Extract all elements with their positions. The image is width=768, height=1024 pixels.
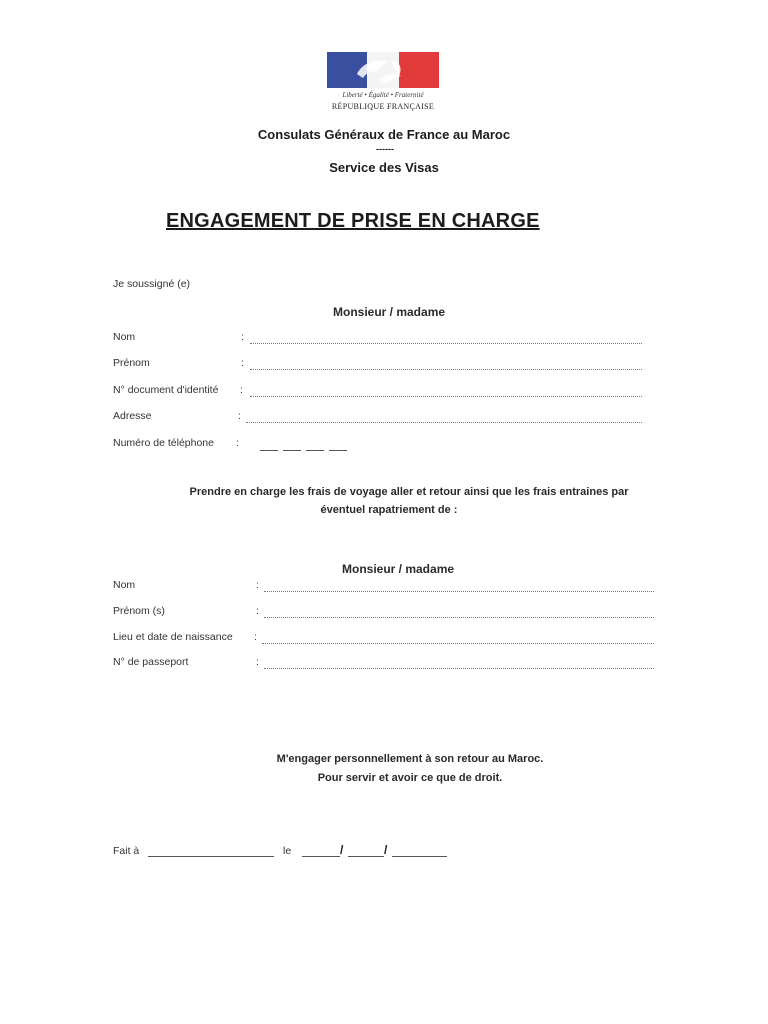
field-label-adresse: Adresse bbox=[113, 410, 152, 422]
fait-label: Fait à bbox=[113, 845, 140, 857]
closing-line-2: Pour servir et avoir ce que de droit. bbox=[317, 772, 503, 784]
field-colon: : bbox=[241, 331, 244, 343]
phone-segment-1[interactable] bbox=[260, 450, 278, 451]
nom-input-line[interactable] bbox=[250, 343, 642, 344]
closing-line-1: M'engager personnellement à son retour au Maroc. bbox=[276, 753, 544, 765]
field-colon: : bbox=[256, 579, 259, 591]
page-title: ENGAGEMENT DE PRISE EN CHARGE bbox=[166, 210, 540, 232]
field-colon: : bbox=[254, 631, 257, 643]
date-slash: / bbox=[384, 843, 388, 857]
field-label-prenom: Prénom bbox=[113, 357, 150, 369]
consulat-heading: Consulats Généraux de France au Maroc bbox=[257, 127, 511, 142]
document-input-line[interactable] bbox=[250, 396, 642, 397]
field-colon: : bbox=[241, 357, 244, 369]
section2-heading: Monsieur / madame bbox=[342, 562, 455, 576]
phone-segment-3[interactable] bbox=[306, 450, 324, 451]
date-slash: / bbox=[340, 843, 344, 857]
field-label-prenoms: Prénom (s) bbox=[113, 605, 165, 617]
naissance-input-line[interactable] bbox=[262, 643, 654, 644]
field-colon: : bbox=[256, 605, 259, 617]
field-colon: : bbox=[238, 410, 241, 422]
le-label: le bbox=[283, 845, 292, 857]
header-separator: ------ bbox=[376, 144, 394, 154]
prenoms-input-line[interactable] bbox=[264, 617, 654, 618]
intro-text: Je soussigné (e) bbox=[113, 278, 191, 290]
section1-heading: Monsieur / madame bbox=[333, 305, 446, 319]
fait-a-input-line[interactable] bbox=[148, 856, 274, 857]
passeport-input-line[interactable] bbox=[264, 668, 654, 669]
field-colon: : bbox=[256, 656, 259, 668]
day-input-line[interactable] bbox=[302, 856, 340, 857]
field-colon: : bbox=[240, 384, 243, 396]
middle-line-1: Prendre en charge les frais de voyage aller et retour ainsi que les frais entraines par bbox=[189, 486, 629, 498]
marianne-icon bbox=[349, 54, 411, 86]
motto-text: Liberté • Égalité • Fraternité bbox=[342, 91, 424, 99]
republic-logo bbox=[327, 52, 439, 112]
field-label-passeport: N° de passeport bbox=[113, 656, 189, 668]
adresse-input-line[interactable] bbox=[246, 422, 642, 423]
month-input-line[interactable] bbox=[348, 856, 384, 857]
field-label-nom: Nom bbox=[113, 331, 136, 343]
field-label-naissance: Lieu et date de naissance bbox=[113, 631, 233, 643]
republique-text: RÉPUBLIQUE FRANÇAISE bbox=[331, 102, 435, 111]
field-label-telephone: Numéro de téléphone bbox=[113, 437, 214, 449]
service-heading: Service des Visas bbox=[329, 160, 439, 175]
field-colon: : bbox=[236, 437, 239, 449]
phone-segment-4[interactable] bbox=[329, 450, 347, 451]
middle-line-2: éventuel rapatriement de : bbox=[320, 504, 458, 516]
phone-segment-2[interactable] bbox=[283, 450, 301, 451]
prenom-input-line[interactable] bbox=[250, 369, 642, 370]
year-input-line[interactable] bbox=[392, 856, 447, 857]
field-label-nom-2: Nom bbox=[113, 579, 136, 591]
field-label-document: N° document d'identité bbox=[113, 384, 219, 396]
nom2-input-line[interactable] bbox=[264, 591, 654, 592]
